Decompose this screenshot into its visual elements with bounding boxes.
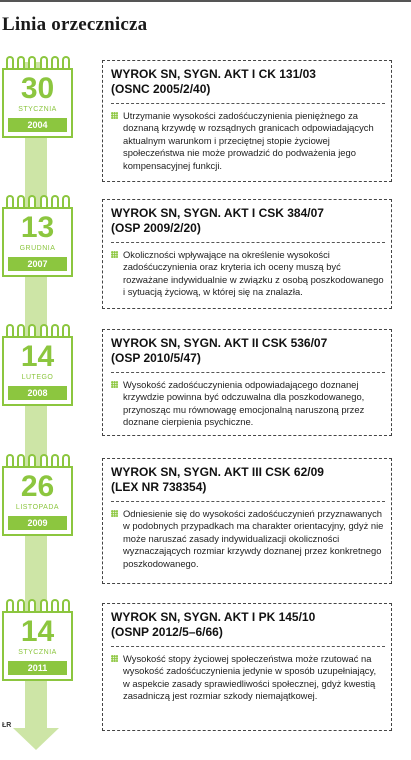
- date-year: 2004: [8, 118, 67, 132]
- case-reference: WYROK SN, SYGN. AKT I CSK 384/07: [111, 206, 324, 220]
- case-publication: (OSP 2009/2/20): [111, 221, 201, 235]
- date-month: STYCZNIA: [18, 649, 57, 656]
- ruling-card: [102, 199, 392, 309]
- case-publication: (OSNC 2005/2/40): [111, 82, 211, 96]
- ruling-card: [102, 458, 392, 584]
- date-box: [2, 207, 73, 277]
- ruling-text-block: [111, 249, 385, 299]
- calendar-rings-icon: [6, 454, 70, 468]
- divider: [111, 103, 385, 104]
- ruling-text: Wysokość zadośćuczynienia odpowiadającego doznanej krzywdzie powinna być odczuwalna dla poszkodowanego, przynosząc mu równowagę emocjonalną naruszoną przez doznane cierpienia psychiczne.: [123, 379, 365, 428]
- case-reference: WYROK SN, SYGN. AKT I PK 145/10: [111, 610, 316, 624]
- date-day: 26: [20, 470, 55, 503]
- ruling-card: [102, 329, 392, 436]
- ruling-text-block: [111, 379, 385, 429]
- case-publication: (OSNP 2012/5–6/66): [111, 625, 223, 639]
- date-year: 2008: [8, 386, 67, 400]
- ruling-text-block: [111, 653, 385, 703]
- top-rule: [0, 0, 411, 2]
- ruling-text-block: [111, 508, 385, 570]
- case-reference: WYROK SN, SYGN. AKT II CSK 536/07: [111, 336, 328, 350]
- date-year: 2011: [8, 661, 67, 675]
- case-reference: WYROK SN, SYGN. AKT I CK 131/03: [111, 67, 316, 81]
- timeline-arrow-icon: [13, 728, 59, 750]
- date-month: STYCZNIA: [18, 106, 57, 113]
- dot-grid-icon: [111, 381, 118, 388]
- calendar-rings-icon: [6, 56, 70, 70]
- date-day: 14: [20, 615, 55, 648]
- date-day: 30: [20, 72, 55, 105]
- ruling-text: Odniesienie się do wysokości zadośćuczynień przyznawanych w podobnych przypadkach ma charakter orientacyjny, gdyż nie może naruszać zasady indywidualizacji okoliczności wyznaczających rozmiar krzywdy doznanej przez konkretnego poszkodowanego.: [123, 508, 384, 569]
- dot-grid-icon: [111, 655, 118, 662]
- date-box: [2, 611, 73, 681]
- date-box: [2, 466, 73, 536]
- dot-grid-icon: [111, 251, 118, 258]
- dot-grid-icon: [111, 112, 118, 119]
- case-publication: (OSP 2010/5/47): [111, 351, 201, 365]
- ruling-text: Utrzymanie wysokości zadośćuczynienia pieniężnego za doznaną krzywdę w rozsądnych granicach odpowiadających aktualnym warunkom i przeciętnej stopie życiowej społeczeństwa nie może prowadzić do podważenia jego kompensacyjnej funkcji.: [123, 110, 374, 171]
- date-day: 14: [20, 340, 55, 373]
- dot-grid-icon: [111, 510, 118, 517]
- ruling-text-block: [111, 110, 385, 172]
- divider: [111, 242, 385, 243]
- divider: [111, 501, 385, 502]
- ruling-card: [102, 603, 392, 731]
- date-month: GRUDNIA: [19, 245, 56, 252]
- date-month: LISTOPADA: [15, 504, 60, 511]
- calendar-rings-icon: [6, 324, 70, 338]
- page-title: Linia orzecznicza: [2, 14, 148, 35]
- date-box: [2, 336, 73, 406]
- ruling-text: Wysokość stopy życiowej społeczeństwa może rzutować na wysokość zadośćuczynienia jedynie w sposób uzupełniający, w aspekcie zasady sprawiedliwości społecznej, gdyż kwestią zasadniczą jest rozmiar szkody niemajątkowej.: [123, 653, 377, 702]
- calendar-rings-icon: [6, 599, 70, 613]
- ruling-card: [102, 60, 392, 182]
- date-year: 2009: [8, 516, 67, 530]
- ruling-text: Okoliczności wpływające na określenie wysokości zadośćuczynienia oraz kryteria ich oceny muszą być rozważane indywidualnie w związku z osobą poszkodowanego i sytuacją życiową, w której się na znalazła.: [123, 249, 384, 298]
- divider: [111, 646, 385, 647]
- date-year: 2007: [8, 257, 67, 271]
- date-box: [2, 68, 73, 138]
- divider: [111, 372, 385, 373]
- case-reference: WYROK SN, SYGN. AKT III CSK 62/09: [111, 465, 324, 479]
- case-publication: (LEX NR 738354): [111, 480, 207, 494]
- date-month: LUTEGO: [21, 374, 54, 381]
- calendar-rings-icon: [6, 195, 70, 209]
- author-credit: ŁR: [2, 722, 12, 729]
- date-day: 13: [20, 211, 55, 244]
